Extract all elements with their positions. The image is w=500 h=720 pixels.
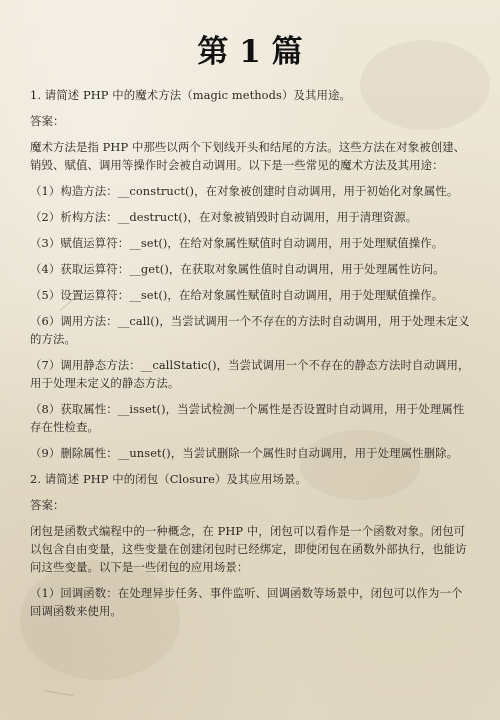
question-1: 1. 请简述 PHP 中的魔术方法（magic methods）及其用途。 xyxy=(30,88,351,102)
list-item: （8）获取属性：__isset()，当尝试检测一个属性是否设置时自动调用，用于处理属性存在性检查。 xyxy=(30,402,465,434)
list-item: （9）删除属性：__unset()，当尝试删除一个属性时自动调用，用于处理属性删除。 xyxy=(30,446,459,460)
list-item: （4）获取运算符：__get()，在获取对象属性值时自动调用，用于处理属性访问。 xyxy=(30,262,445,276)
list-item: （1）回调函数：在处理异步任务、事件监听、回调函数等场景中，闭包可以作为一个回调函数来使用。 xyxy=(30,586,463,618)
answer-label: 答案： xyxy=(30,114,65,128)
list-item: （2）析构方法：__destruct()，在对象被销毁时自动调用，用于清理资源。 xyxy=(30,210,418,224)
document-body xyxy=(30,86,470,628)
answer-intro: 闭包是函数式编程中的一种概念，在 PHP 中，闭包可以看作是一个函数对象。闭包可以包含自由变量，这些变量在创建闭包时已经绑定，即使闭包在函数外部执行，也能访问这些变量。以下是一些闭包的应用场景： xyxy=(30,524,467,574)
question-2: 2. 请简述 PHP 中的闭包（Closure）及其应用场景。 xyxy=(30,472,307,486)
answer-intro: 魔术方法是指 PHP 中那些以两个下划线开头和结尾的方法。这些方法在对象被创建、销毁、赋值、调用等操作时会被自动调用。以下是一些常见的魔术方法及其用途： xyxy=(30,140,466,172)
list-item: （7）调用静态方法：__callStatic()，当尝试调用一个不存在的静态方法时自动调用，用于处理未定义的静态方法。 xyxy=(30,358,470,390)
list-item: （6）调用方法：__call()，当尝试调用一个不存在的方法时自动调用，用于处理未定义的方法。 xyxy=(30,314,470,346)
page-title: 第 1 篇 xyxy=(197,34,303,70)
answer-label: 答案： xyxy=(30,498,65,512)
list-item: （5）设置运算符：__set()，在给对象属性赋值时自动调用，用于处理赋值操作。 xyxy=(30,288,444,302)
list-item: （3）赋值运算符：__set()，在给对象属性赋值时自动调用，用于处理赋值操作。 xyxy=(30,236,444,250)
list-item: （1）构造方法：__construct()，在对象被创建时自动调用，用于初始化对象属性。 xyxy=(30,184,459,198)
paper-scratch xyxy=(44,690,74,696)
